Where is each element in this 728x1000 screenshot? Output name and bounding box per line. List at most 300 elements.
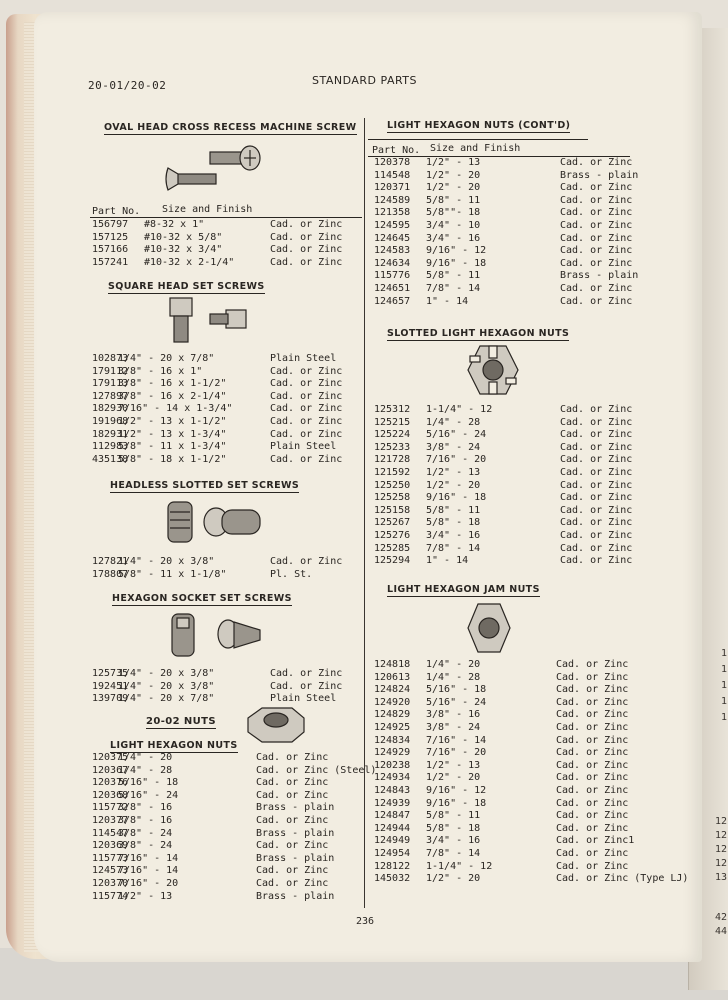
part-number: 120368 xyxy=(92,789,129,801)
finish: Cad. or Zinc xyxy=(560,441,633,453)
part-number: 115774 xyxy=(92,890,129,902)
size: 3/8" - 16 x 1-1/2" xyxy=(118,378,227,390)
part-number: 145032 xyxy=(374,873,411,885)
part-number: 124920 xyxy=(374,696,411,708)
facing-page-fragment: 42 xyxy=(715,912,728,923)
finish: Brass - plain xyxy=(256,890,335,902)
size: 9/16" - 18 xyxy=(426,492,487,504)
facing-page-fragment: 1 xyxy=(721,712,728,723)
part-number: 114548 xyxy=(374,169,411,181)
size: 7/8" - 14 xyxy=(426,847,481,859)
part-number: 124949 xyxy=(374,835,411,847)
finish: Cad. or Zinc xyxy=(560,529,633,541)
size: 3/4" - 10 xyxy=(426,219,481,231)
table-row xyxy=(374,492,674,505)
part-number: 120377 xyxy=(92,814,129,826)
finish: Brass - plain xyxy=(560,270,639,282)
table-row xyxy=(374,785,674,798)
table-row xyxy=(92,891,362,904)
size: 7/16" - 20 xyxy=(426,747,487,759)
part-number: 127821 xyxy=(92,556,129,567)
column-divider xyxy=(364,118,365,908)
table-row xyxy=(374,258,674,271)
finish: Cad. or Zinc xyxy=(270,668,343,679)
table-row xyxy=(374,697,674,710)
table-row xyxy=(92,878,362,891)
part-number: 114547 xyxy=(92,827,129,839)
size: 3/8" - 16 xyxy=(426,709,481,721)
size: 1" - 14 xyxy=(426,555,469,567)
size: 3/8" - 24 xyxy=(118,827,173,839)
size: 1/2" - 13 x 1-3/4" xyxy=(118,428,227,440)
part-number: 157166 xyxy=(92,244,129,256)
finish: Cad. or Zinc xyxy=(556,671,629,683)
size: 1/4" - 20 xyxy=(118,752,173,763)
size: 1/4" - 20 x 7/8" xyxy=(118,353,215,364)
oval-head-screw-illustration xyxy=(164,144,264,198)
finish: Cad. or Zinc xyxy=(270,556,343,567)
section-title-square-head: SQUARE HEAD SET SCREWS xyxy=(108,281,265,292)
table-row xyxy=(374,454,674,467)
size: #8-32 x 1" xyxy=(144,219,205,230)
section-title-light-hex-contd: LIGHT HEXAGON NUTS (CONT'D) xyxy=(387,120,571,131)
finish: Cad. or Zinc xyxy=(560,517,633,529)
size: 1/2" - 13 xyxy=(426,466,481,478)
size: 5/8" - 11 xyxy=(426,504,481,516)
size: 1/2" - 13 xyxy=(426,157,481,168)
finish: Cad. or Zinc xyxy=(560,454,633,466)
table-row xyxy=(374,861,674,874)
size: 1/4" - 28 xyxy=(426,671,481,683)
part-number: 124847 xyxy=(374,810,411,822)
size: 7/16" - 20 xyxy=(118,877,179,889)
part-number: 124954 xyxy=(374,847,411,859)
part-number: 120378 xyxy=(374,157,411,168)
size: 5/8" - 11 xyxy=(426,194,481,206)
part-number: 120369 xyxy=(92,840,129,852)
finish: Cad. or Zinc xyxy=(560,555,633,567)
finish: Cad. or Zinc xyxy=(256,814,329,826)
facing-page-fragment: 12 xyxy=(715,816,728,827)
table-row xyxy=(92,429,362,442)
part-number: 120370 xyxy=(92,877,129,889)
finish: Cad. or Zinc xyxy=(560,429,633,441)
table-row xyxy=(374,772,674,785)
size: 7/16" - 14 xyxy=(118,852,179,864)
part-number: 121358 xyxy=(374,207,411,219)
size: 1-1/4" - 12 xyxy=(426,404,493,415)
finish: Cad. or Zinc xyxy=(560,542,633,554)
part-number: 124645 xyxy=(374,232,411,244)
size: 5/16" - 18 xyxy=(118,777,179,789)
size: 5/8" - 18 xyxy=(426,822,481,834)
part-number: 125267 xyxy=(374,517,411,529)
table-row xyxy=(92,378,362,391)
table-row xyxy=(374,157,674,170)
size: 5/8" - 18 xyxy=(426,517,481,529)
part-number: 124944 xyxy=(374,822,411,834)
table-row xyxy=(374,555,674,568)
part-number: 125312 xyxy=(374,404,411,415)
finish: Cad. or Zinc xyxy=(560,182,633,194)
parts-list-headless-slotted xyxy=(92,556,362,581)
part-number: 178807 xyxy=(92,568,129,580)
finish: Cad. or Zinc xyxy=(556,759,629,771)
finish: Cad. or Zinc xyxy=(560,157,633,168)
size: 1/2" - 20 xyxy=(426,182,481,194)
finish: Brass - plain xyxy=(256,852,335,864)
finish: Cad. or Zinc xyxy=(270,219,343,230)
finish: Cad. or Zinc xyxy=(560,504,633,516)
table-row xyxy=(374,543,674,556)
table-row xyxy=(374,810,674,823)
header-rule xyxy=(90,217,362,218)
facing-page-fragment: 1 xyxy=(721,680,728,691)
finish: Cad. or Zinc xyxy=(270,403,343,415)
finish: Cad. or Zinc xyxy=(560,416,633,428)
finish: Cad. or Zinc xyxy=(556,721,629,733)
table-row xyxy=(374,480,674,493)
table-row xyxy=(374,170,674,183)
part-number: 127897 xyxy=(92,390,129,402)
section-title-oval-head: OVAL HEAD CROSS RECESS MACHINE SCREW xyxy=(104,122,357,133)
size: 1-1/4" - 12 xyxy=(426,860,493,872)
hex-nut-illustration xyxy=(244,704,308,748)
finish: Brass - plain xyxy=(256,802,335,814)
section-code: 20-01/20-02 xyxy=(88,79,167,92)
size: 5/16" - 24 xyxy=(118,789,179,801)
table-row xyxy=(374,195,674,208)
size: 3/8" - 24 xyxy=(426,441,481,453)
part-number: 124929 xyxy=(374,747,411,759)
size: 3/8" - 16 x 2-1/4" xyxy=(118,390,227,402)
table-row xyxy=(92,840,362,853)
finish: Cad. or Zinc xyxy=(560,245,633,257)
table-row xyxy=(374,722,674,735)
finish: Plain Steel xyxy=(270,441,337,453)
table-row xyxy=(374,467,674,480)
size: 5/16" - 18 xyxy=(426,684,487,696)
table-row xyxy=(374,659,674,672)
size: 3/8" - 16 xyxy=(118,802,173,814)
finish: Cad. or Zinc xyxy=(556,822,629,834)
column-header-part-no: Part No. xyxy=(92,206,141,217)
finish: Cad. or Zinc xyxy=(560,282,633,294)
part-number: 120375 xyxy=(92,752,129,763)
table-row xyxy=(92,681,362,694)
table-row xyxy=(374,747,674,760)
finish: Plain Steel xyxy=(270,693,337,705)
part-number: 124818 xyxy=(374,659,411,670)
table-row xyxy=(92,752,362,765)
table-row xyxy=(374,735,674,748)
size: 5/8" - 11 xyxy=(426,810,481,822)
finish: Pl. St. xyxy=(270,568,313,580)
part-number: 124595 xyxy=(374,219,411,231)
part-number: 125258 xyxy=(374,492,411,504)
finish: Cad. or Zinc xyxy=(560,257,633,269)
finish: Cad. or Zinc xyxy=(270,453,343,465)
part-number: 192451 xyxy=(92,680,129,692)
section-title-headless-slotted: HEADLESS SLOTTED SET SCREWS xyxy=(110,480,300,491)
table-row xyxy=(374,823,674,836)
finish: Cad. or Zinc xyxy=(560,219,633,231)
facing-page-fragment: 12 xyxy=(715,830,728,841)
column-header-size-finish: Size and Finish xyxy=(162,204,253,215)
table-row xyxy=(374,684,674,697)
size: 5/8" - 11 x 1-3/4" xyxy=(118,441,227,453)
parts-list-jam-nuts xyxy=(374,659,689,886)
table-row xyxy=(374,207,674,220)
finish: Cad. or Zinc xyxy=(256,840,329,852)
finish: Cad. or Zinc xyxy=(256,865,329,877)
part-number: 139709 xyxy=(92,693,129,705)
table-row xyxy=(92,416,362,429)
part-number: 120613 xyxy=(374,671,411,683)
section-title-slotted-light-hex: SLOTTED LIGHT HEXAGON NUTS xyxy=(387,328,570,339)
part-number: 435138 xyxy=(92,453,129,465)
finish: Cad. or Zinc xyxy=(270,680,343,692)
table-row xyxy=(374,404,674,417)
table-row xyxy=(374,760,674,773)
header-rule xyxy=(368,139,588,140)
parts-list-slotted-light-hex xyxy=(374,404,674,568)
size: 1/4" - 20 xyxy=(426,659,481,670)
finish: Cad. or Zinc xyxy=(556,772,629,784)
table-row xyxy=(374,270,674,283)
facing-page-fragment: 13 xyxy=(715,872,728,883)
part-number: 179112 xyxy=(92,365,129,377)
finish: Cad. or Zinc (Steel) xyxy=(256,764,377,776)
finish: Cad. or Zinc xyxy=(560,479,633,491)
finish: Cad. or Zinc xyxy=(556,847,629,859)
size: 1/4" - 20 x 3/8" xyxy=(118,556,215,567)
finish: Cad. or Zinc xyxy=(556,797,629,809)
finish: Cad. or Zinc xyxy=(270,428,343,440)
size: 1/4" - 28 xyxy=(426,416,481,428)
table-row xyxy=(92,802,362,815)
size: 9/16" - 12 xyxy=(426,245,487,257)
size: 5/8" - 11 xyxy=(426,270,481,282)
part-number: 124829 xyxy=(374,709,411,721)
finish: Brass - plain xyxy=(560,169,639,181)
size: 1/2" - 20 xyxy=(426,169,481,181)
part-number: 125735 xyxy=(92,668,129,679)
table-row xyxy=(374,530,674,543)
size: 3/4" - 16 xyxy=(426,529,481,541)
size: #10-32 x 3/4" xyxy=(144,244,223,256)
size: 3/4" - 16 xyxy=(426,835,481,847)
table-row xyxy=(374,245,674,258)
size: 7/8" - 14 xyxy=(426,282,481,294)
size: #10-32 x 2-1/4" xyxy=(144,256,235,268)
part-number: 124934 xyxy=(374,772,411,784)
table-row xyxy=(92,853,362,866)
part-number: 115772 xyxy=(92,802,129,814)
part-number: 124634 xyxy=(374,257,411,269)
size: 7/16" - 14 xyxy=(426,734,487,746)
size: 5/16" - 24 xyxy=(426,429,487,441)
finish: Cad. or Zinc xyxy=(560,492,633,504)
size: 1/2" - 13 xyxy=(426,759,481,771)
facing-page-fragment: 12 xyxy=(715,858,728,869)
finish: Cad. or Zinc xyxy=(560,295,633,307)
table-row xyxy=(92,777,362,790)
part-number: 124925 xyxy=(374,721,411,733)
part-number: 115776 xyxy=(374,270,411,282)
table-row xyxy=(92,668,362,681)
column-header-size-finish: Size and Finish xyxy=(430,143,521,154)
part-number: 125224 xyxy=(374,429,411,441)
size: 7/16" - 14 x 1-3/4" xyxy=(118,403,233,415)
size: 1/4" - 28 xyxy=(118,764,173,776)
part-number: 182931 xyxy=(92,428,129,440)
table-row xyxy=(92,353,362,366)
size: 3/8" - 24 xyxy=(118,840,173,852)
part-number: 191968 xyxy=(92,415,129,427)
size: 3/8" - 24 xyxy=(426,721,481,733)
finish: Cad. or Zinc xyxy=(270,390,343,402)
part-number: 120367 xyxy=(92,764,129,776)
size: 5/8" - 11 x 1-1/8" xyxy=(118,568,227,580)
finish: Cad. or Zinc xyxy=(270,378,343,390)
table-row xyxy=(92,828,362,841)
finish: Cad. or Zinc xyxy=(560,466,633,478)
table-row xyxy=(92,219,362,232)
size: #10-32 x 5/8" xyxy=(144,231,223,243)
table-row xyxy=(374,848,674,861)
part-number: 182930 xyxy=(92,403,129,415)
facing-page-fragment: 12 xyxy=(715,844,728,855)
hex-socket-screw-illustration xyxy=(168,610,264,660)
finish: Cad. or Zinc xyxy=(560,404,633,415)
table-row xyxy=(374,182,674,195)
part-number: 124824 xyxy=(374,684,411,696)
finish: Cad. or Zinc xyxy=(256,752,329,763)
table-row xyxy=(92,441,362,454)
table-row xyxy=(92,454,362,467)
finish: Cad. or Zinc xyxy=(556,734,629,746)
size: 1/2" - 13 x 1-1/2" xyxy=(118,415,227,427)
table-row xyxy=(374,296,674,309)
page-title: STANDARD PARTS xyxy=(312,74,418,87)
finish: Cad. or Zinc xyxy=(556,747,629,759)
table-row xyxy=(92,556,362,569)
part-number: 125250 xyxy=(374,479,411,491)
section-title-light-hex-nuts: LIGHT HEXAGON NUTS xyxy=(110,740,238,751)
size: 1/2" - 20 xyxy=(426,772,481,784)
page-number: 236 xyxy=(356,916,375,927)
square-head-screw-illustration xyxy=(166,296,262,344)
finish: Cad. or Zinc xyxy=(560,207,633,219)
finish: Cad. or Zinc xyxy=(270,231,343,243)
size: 1/2" - 13 xyxy=(118,890,173,902)
table-row xyxy=(374,233,674,246)
part-number: 121592 xyxy=(374,466,411,478)
table-row xyxy=(92,790,362,803)
table-row xyxy=(92,366,362,379)
part-number: 124573 xyxy=(92,865,129,877)
part-number: 124939 xyxy=(374,797,411,809)
finish: Cad. or Zinc xyxy=(270,244,343,256)
table-row xyxy=(374,417,674,430)
part-number: 125276 xyxy=(374,529,411,541)
facing-page-fragment: 1 xyxy=(721,696,728,707)
part-number: 125294 xyxy=(374,555,411,567)
table-row xyxy=(92,569,362,582)
finish: Cad. or Zinc xyxy=(256,877,329,889)
facing-page-fragment: 44 xyxy=(715,926,728,937)
size: 1/4" - 20 x 7/8" xyxy=(118,693,215,705)
table-row xyxy=(374,429,674,442)
size: 9/16" - 12 xyxy=(426,784,487,796)
finish: Cad. or Zinc xyxy=(556,784,629,796)
facing-page-fragment: 1 xyxy=(721,664,728,675)
finish: Plain Steel xyxy=(270,353,337,364)
finish: Cad. or Zinc xyxy=(560,194,633,206)
part-number: 125285 xyxy=(374,542,411,554)
finish: Cad. or Zinc1 xyxy=(556,835,635,847)
size: 1/2" - 20 xyxy=(426,479,481,491)
finish: Cad. or Zinc xyxy=(556,860,629,872)
part-number: 102873 xyxy=(92,353,129,364)
finish: Cad. or Zinc xyxy=(560,232,633,244)
finish: Cad. or Zinc xyxy=(270,415,343,427)
table-row xyxy=(374,835,674,848)
jam-nut-illustration xyxy=(466,602,512,654)
part-number: 121728 xyxy=(374,454,411,466)
size: 9/16" - 18 xyxy=(426,257,487,269)
part-number: 124589 xyxy=(374,194,411,206)
size: 1" - 14 xyxy=(426,295,469,307)
parts-list-square-head xyxy=(92,353,362,466)
finish: Cad. or Zinc xyxy=(556,810,629,822)
part-number: 125215 xyxy=(374,416,411,428)
finish: Cad. or Zinc xyxy=(270,365,343,377)
part-number: 128122 xyxy=(374,860,411,872)
finish: Cad. or Zinc xyxy=(556,709,629,721)
size: 1/4" - 20 x 3/8" xyxy=(118,680,215,692)
size: 1/4" - 20 x 3/8" xyxy=(118,668,215,679)
size: 9/16" - 18 xyxy=(426,797,487,809)
table-row xyxy=(92,403,362,416)
part-number: 120371 xyxy=(374,182,411,194)
table-row xyxy=(374,283,674,296)
section-title-nuts: 20-02 NUTS xyxy=(146,716,216,727)
part-number: 120376 xyxy=(92,777,129,789)
finish: Cad. or Zinc (Type LJ) xyxy=(556,873,689,885)
parts-list-light-hex-contd xyxy=(374,157,674,308)
finish: Cad. or Zinc xyxy=(270,256,343,268)
table-row xyxy=(92,244,362,257)
part-number: 124834 xyxy=(374,734,411,746)
size: 7/16" - 20 xyxy=(426,454,487,466)
table-row xyxy=(92,391,362,404)
parts-list-light-hex-nuts xyxy=(92,752,377,903)
slotted-nut-illustration xyxy=(466,344,520,398)
column-header-part-no: Part No. xyxy=(372,145,421,156)
part-number: 124651 xyxy=(374,282,411,294)
size: 5/16" - 24 xyxy=(426,696,487,708)
finish: Cad. or Zinc xyxy=(556,659,629,670)
table-row xyxy=(92,232,362,245)
part-number: 179113 xyxy=(92,378,129,390)
part-number: 125233 xyxy=(374,441,411,453)
size: 3/8" - 16 xyxy=(118,814,173,826)
part-number: 112983 xyxy=(92,441,129,453)
table-row xyxy=(92,865,362,878)
size: 7/8" - 14 xyxy=(426,542,481,554)
